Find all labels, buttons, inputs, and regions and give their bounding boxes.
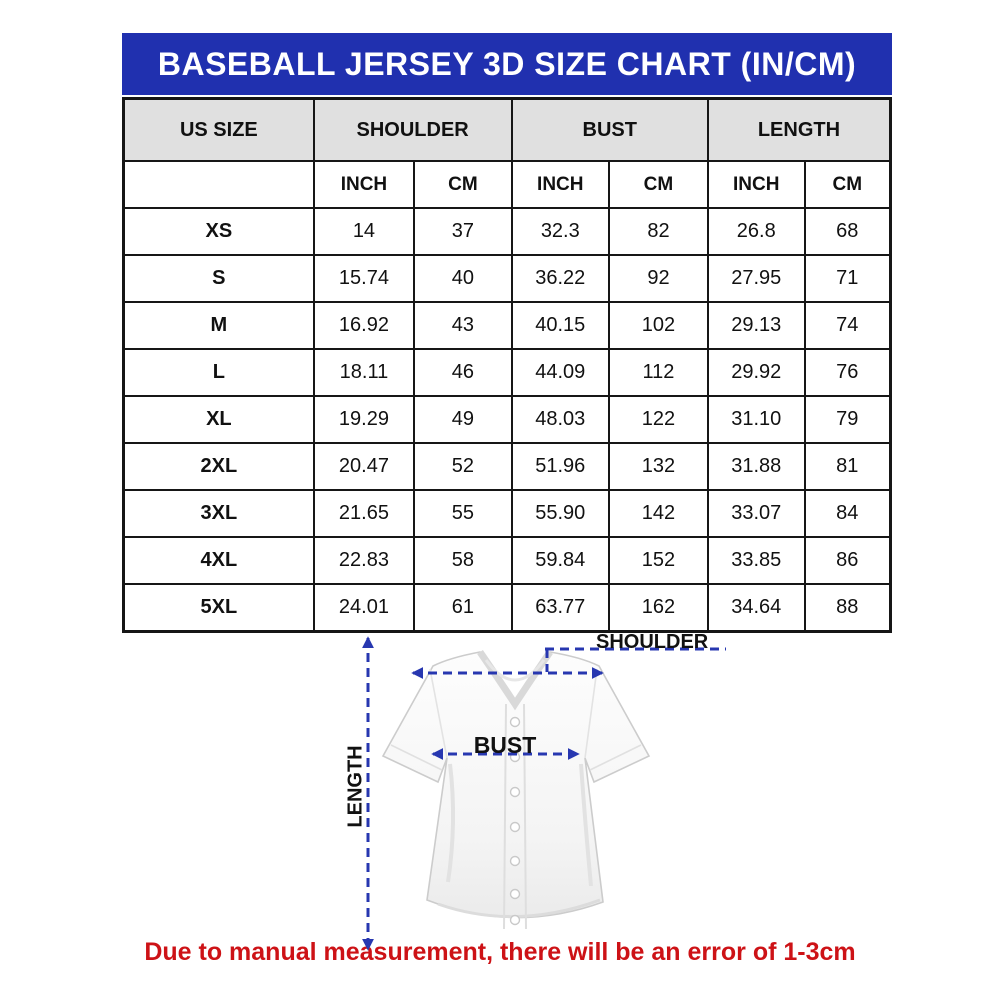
value-cell: 22.83 bbox=[314, 537, 414, 584]
value-cell: 162 bbox=[609, 584, 708, 632]
value-cell: 52 bbox=[414, 443, 511, 490]
length-label: LENGTH bbox=[344, 745, 367, 828]
table-row bbox=[124, 208, 891, 255]
unit-header-shoulder-inch: INCH bbox=[314, 161, 414, 208]
value-cell: 24.01 bbox=[314, 584, 414, 632]
unit-header-length-inch: INCH bbox=[708, 161, 805, 208]
value-cell: 26.8 bbox=[708, 208, 805, 255]
value-cell: 55.90 bbox=[512, 490, 609, 537]
value-cell: 59.84 bbox=[512, 537, 609, 584]
value-cell: 79 bbox=[805, 396, 891, 443]
value-cell: 132 bbox=[609, 443, 708, 490]
header-us-size: US SIZE bbox=[124, 99, 314, 162]
value-cell: 112 bbox=[609, 349, 708, 396]
size-cell: XL bbox=[124, 396, 314, 443]
jersey-outline bbox=[383, 652, 649, 918]
value-cell: 68 bbox=[805, 208, 891, 255]
table-row bbox=[124, 396, 891, 443]
chart-title-banner bbox=[122, 33, 892, 95]
value-cell: 71 bbox=[805, 255, 891, 302]
value-cell: 37 bbox=[414, 208, 511, 255]
unit-header-row bbox=[124, 161, 891, 208]
value-cell: 19.29 bbox=[314, 396, 414, 443]
value-cell: 46 bbox=[414, 349, 511, 396]
value-cell: 142 bbox=[609, 490, 708, 537]
value-cell: 122 bbox=[609, 396, 708, 443]
value-cell: 20.47 bbox=[314, 443, 414, 490]
value-cell: 74 bbox=[805, 302, 891, 349]
value-cell: 14 bbox=[314, 208, 414, 255]
value-cell: 29.92 bbox=[708, 349, 805, 396]
value-cell: 44.09 bbox=[512, 349, 609, 396]
value-cell: 16.92 bbox=[314, 302, 414, 349]
value-cell: 55 bbox=[414, 490, 511, 537]
value-cell: 15.74 bbox=[314, 255, 414, 302]
size-table-body bbox=[124, 208, 891, 632]
jersey-diagram bbox=[0, 630, 1000, 962]
size-cell: M bbox=[124, 302, 314, 349]
size-cell: XS bbox=[124, 208, 314, 255]
size-cell: 2XL bbox=[124, 443, 314, 490]
value-cell: 29.13 bbox=[708, 302, 805, 349]
value-cell: 82 bbox=[609, 208, 708, 255]
group-header-row bbox=[124, 99, 891, 162]
value-cell: 86 bbox=[805, 537, 891, 584]
value-cell: 152 bbox=[609, 537, 708, 584]
unit-blank-cell bbox=[124, 161, 314, 208]
value-cell: 88 bbox=[805, 584, 891, 632]
value-cell: 33.85 bbox=[708, 537, 805, 584]
unit-header-length-cm: CM bbox=[805, 161, 891, 208]
table-row bbox=[124, 349, 891, 396]
value-cell: 40.15 bbox=[512, 302, 609, 349]
value-cell: 81 bbox=[805, 443, 891, 490]
shoulder-label: SHOULDER bbox=[596, 631, 709, 653]
size-cell: L bbox=[124, 349, 314, 396]
value-cell: 63.77 bbox=[512, 584, 609, 632]
value-cell: 34.64 bbox=[708, 584, 805, 632]
value-cell: 61 bbox=[414, 584, 511, 632]
value-cell: 18.11 bbox=[314, 349, 414, 396]
chart-title: BASEBALL JERSEY 3D SIZE CHART (IN/CM) bbox=[157, 45, 857, 82]
measurement-note: Due to manual measurement, there will be an error of 1-3cm bbox=[144, 938, 856, 966]
jersey-image bbox=[378, 642, 654, 934]
table-row bbox=[124, 443, 891, 490]
table-row bbox=[124, 490, 891, 537]
bust-label: BUST bbox=[473, 732, 537, 758]
value-cell: 31.10 bbox=[708, 396, 805, 443]
value-cell: 58 bbox=[414, 537, 511, 584]
header-bust: BUST bbox=[512, 99, 708, 162]
header-length: LENGTH bbox=[708, 99, 891, 162]
value-cell: 51.96 bbox=[512, 443, 609, 490]
unit-header-bust-cm: CM bbox=[609, 161, 708, 208]
value-cell: 43 bbox=[414, 302, 511, 349]
unit-header-bust-inch: INCH bbox=[512, 161, 609, 208]
value-cell: 40 bbox=[414, 255, 511, 302]
size-cell: 3XL bbox=[124, 490, 314, 537]
value-cell: 92 bbox=[609, 255, 708, 302]
value-cell: 36.22 bbox=[512, 255, 609, 302]
value-cell: 48.03 bbox=[512, 396, 609, 443]
table-row bbox=[124, 302, 891, 349]
value-cell: 21.65 bbox=[314, 490, 414, 537]
size-cell: S bbox=[124, 255, 314, 302]
table-row bbox=[124, 537, 891, 584]
table-row bbox=[124, 255, 891, 302]
value-cell: 27.95 bbox=[708, 255, 805, 302]
unit-header-shoulder-cm: CM bbox=[414, 161, 511, 208]
header-shoulder: SHOULDER bbox=[314, 99, 512, 162]
table-row bbox=[124, 584, 891, 632]
value-cell: 49 bbox=[414, 396, 511, 443]
size-table bbox=[122, 97, 892, 633]
value-cell: 32.3 bbox=[512, 208, 609, 255]
value-cell: 33.07 bbox=[708, 490, 805, 537]
size-cell: 4XL bbox=[124, 537, 314, 584]
value-cell: 102 bbox=[609, 302, 708, 349]
value-cell: 76 bbox=[805, 349, 891, 396]
size-cell: 5XL bbox=[124, 584, 314, 632]
value-cell: 31.88 bbox=[708, 443, 805, 490]
value-cell: 84 bbox=[805, 490, 891, 537]
